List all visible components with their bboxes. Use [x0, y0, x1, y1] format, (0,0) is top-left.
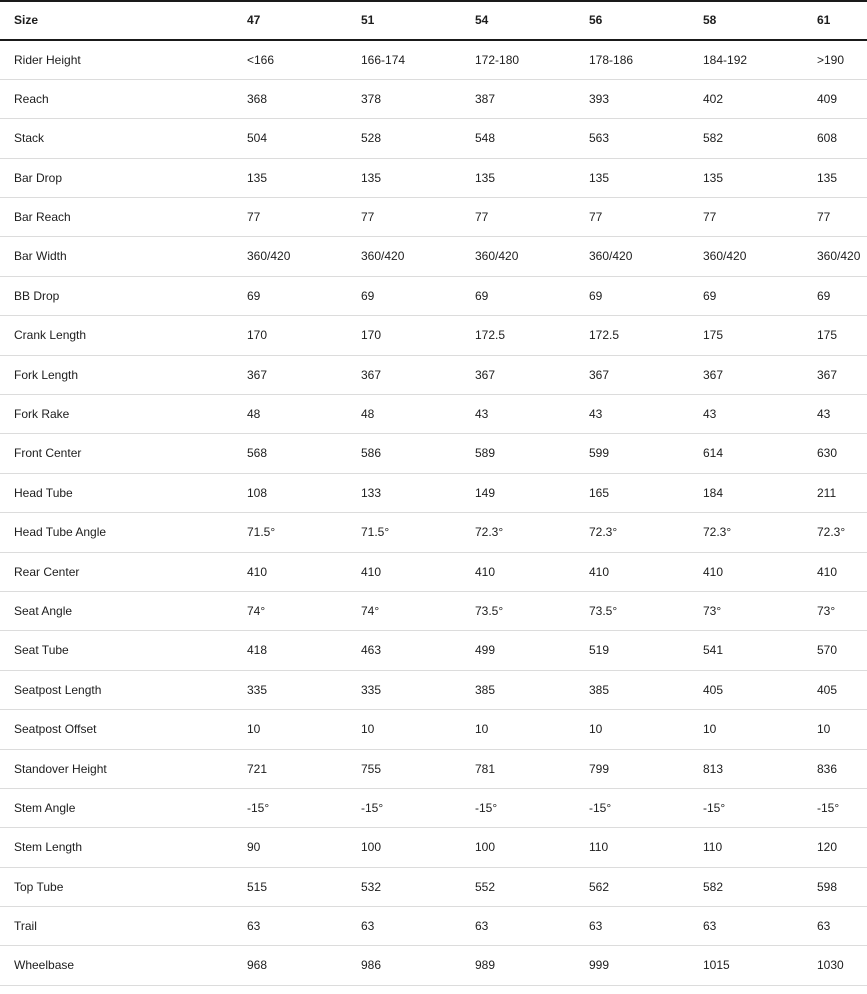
- column-header-61: 61: [803, 1, 867, 40]
- row-label: BB Drop: [0, 276, 233, 315]
- cell-value: -15°: [347, 788, 461, 827]
- table-row: [0, 710, 867, 749]
- table-row: [0, 316, 867, 355]
- row-label: Fork Length: [0, 355, 233, 394]
- cell-value: 135: [803, 158, 867, 197]
- cell-value: 178-186: [575, 40, 689, 79]
- cell-value: 385: [461, 670, 575, 709]
- table-row: [0, 158, 867, 197]
- cell-value: 170: [233, 316, 347, 355]
- row-label: Seat Angle: [0, 591, 233, 630]
- cell-value: 73°: [803, 591, 867, 630]
- cell-value: 77: [575, 198, 689, 237]
- cell-value: 100: [461, 828, 575, 867]
- table-row: [0, 198, 867, 237]
- cell-value: 149: [461, 473, 575, 512]
- cell-value: 532: [347, 867, 461, 906]
- cell-value: 989: [461, 946, 575, 985]
- cell-value: <166: [233, 40, 347, 79]
- cell-value: 410: [689, 552, 803, 591]
- cell-value: 10: [461, 710, 575, 749]
- cell-value: 598: [803, 867, 867, 906]
- cell-value: 170: [347, 316, 461, 355]
- cell-value: 10: [575, 710, 689, 749]
- cell-value: 69: [575, 276, 689, 315]
- cell-value: -15°: [233, 788, 347, 827]
- row-label: Front Center: [0, 434, 233, 473]
- column-header-56: 56: [575, 1, 689, 40]
- table-row: [0, 473, 867, 512]
- cell-value: 385: [575, 670, 689, 709]
- cell-value: 43: [461, 395, 575, 434]
- cell-value: 367: [575, 355, 689, 394]
- cell-value: 63: [803, 907, 867, 946]
- cell-value: 77: [803, 198, 867, 237]
- cell-value: 135: [575, 158, 689, 197]
- cell-value: 630: [803, 434, 867, 473]
- cell-value: 100: [347, 828, 461, 867]
- row-label: Wheelbase: [0, 946, 233, 985]
- column-header-58: 58: [689, 1, 803, 40]
- cell-value: 528: [347, 119, 461, 158]
- row-label: Trail: [0, 907, 233, 946]
- table-row: [0, 867, 867, 906]
- column-header-47: 47: [233, 1, 347, 40]
- table-row: [0, 40, 867, 79]
- cell-value: 73°: [689, 591, 803, 630]
- cell-value: 568: [233, 434, 347, 473]
- cell-value: 135: [689, 158, 803, 197]
- cell-value: 410: [347, 552, 461, 591]
- cell-value: 799: [575, 749, 689, 788]
- cell-value: 120: [803, 828, 867, 867]
- cell-value: 367: [233, 355, 347, 394]
- table-row: [0, 788, 867, 827]
- table-header-row: [0, 1, 867, 40]
- cell-value: 755: [347, 749, 461, 788]
- row-label: Stem Length: [0, 828, 233, 867]
- cell-value: 405: [803, 670, 867, 709]
- cell-value: 968: [233, 946, 347, 985]
- cell-value: 69: [347, 276, 461, 315]
- cell-value: 387: [461, 79, 575, 118]
- cell-value: 360/420: [233, 237, 347, 276]
- cell-value: 108: [233, 473, 347, 512]
- table-row: [0, 591, 867, 630]
- cell-value: 175: [689, 316, 803, 355]
- row-label: Top Tube: [0, 867, 233, 906]
- table-row: [0, 670, 867, 709]
- table-row: [0, 513, 867, 552]
- cell-value: 410: [233, 552, 347, 591]
- cell-value: 63: [347, 907, 461, 946]
- cell-value: 63: [461, 907, 575, 946]
- table-row: [0, 395, 867, 434]
- cell-value: 69: [803, 276, 867, 315]
- cell-value: 499: [461, 631, 575, 670]
- cell-value: 614: [689, 434, 803, 473]
- cell-value: 1015: [689, 946, 803, 985]
- cell-value: 504: [233, 119, 347, 158]
- cell-value: 133: [347, 473, 461, 512]
- row-label: Reach: [0, 79, 233, 118]
- cell-value: 165: [575, 473, 689, 512]
- cell-value: 562: [575, 867, 689, 906]
- table-body: [0, 40, 867, 985]
- cell-value: 69: [689, 276, 803, 315]
- cell-value: 71.5°: [347, 513, 461, 552]
- cell-value: 10: [233, 710, 347, 749]
- cell-value: 515: [233, 867, 347, 906]
- cell-value: 43: [689, 395, 803, 434]
- cell-value: 63: [233, 907, 347, 946]
- cell-value: 781: [461, 749, 575, 788]
- table-row: [0, 237, 867, 276]
- cell-value: 608: [803, 119, 867, 158]
- cell-value: 175: [803, 316, 867, 355]
- cell-value: 367: [461, 355, 575, 394]
- cell-value: 73.5°: [461, 591, 575, 630]
- cell-value: 90: [233, 828, 347, 867]
- row-label: Seatpost Offset: [0, 710, 233, 749]
- cell-value: 548: [461, 119, 575, 158]
- table-row: [0, 355, 867, 394]
- cell-value: 410: [803, 552, 867, 591]
- cell-value: 135: [347, 158, 461, 197]
- cell-value: 73.5°: [575, 591, 689, 630]
- cell-value: 410: [461, 552, 575, 591]
- cell-value: -15°: [461, 788, 575, 827]
- cell-value: 71.5°: [233, 513, 347, 552]
- cell-value: 172.5: [461, 316, 575, 355]
- cell-value: 10: [803, 710, 867, 749]
- cell-value: -15°: [689, 788, 803, 827]
- cell-value: 48: [347, 395, 461, 434]
- column-header-54: 54: [461, 1, 575, 40]
- table-row: [0, 119, 867, 158]
- cell-value: -15°: [575, 788, 689, 827]
- cell-value: 69: [461, 276, 575, 315]
- table-row: [0, 828, 867, 867]
- row-label: Stem Angle: [0, 788, 233, 827]
- cell-value: -15°: [803, 788, 867, 827]
- row-label: Crank Length: [0, 316, 233, 355]
- size-label-header: Size: [0, 1, 233, 40]
- cell-value: 367: [347, 355, 461, 394]
- cell-value: 360/420: [347, 237, 461, 276]
- cell-value: 393: [575, 79, 689, 118]
- row-label: Bar Drop: [0, 158, 233, 197]
- cell-value: 360/420: [689, 237, 803, 276]
- cell-value: 582: [689, 867, 803, 906]
- table-row: [0, 276, 867, 315]
- table-row: [0, 749, 867, 788]
- table-row: [0, 631, 867, 670]
- cell-value: 360/420: [575, 237, 689, 276]
- table-row: [0, 552, 867, 591]
- cell-value: 721: [233, 749, 347, 788]
- cell-value: 74°: [347, 591, 461, 630]
- cell-value: 172-180: [461, 40, 575, 79]
- cell-value: 72.3°: [461, 513, 575, 552]
- cell-value: 172.5: [575, 316, 689, 355]
- row-label: Rear Center: [0, 552, 233, 591]
- cell-value: 813: [689, 749, 803, 788]
- cell-value: 48: [233, 395, 347, 434]
- cell-value: 63: [689, 907, 803, 946]
- cell-value: 166-174: [347, 40, 461, 79]
- cell-value: 463: [347, 631, 461, 670]
- row-label: Seatpost Length: [0, 670, 233, 709]
- cell-value: 368: [233, 79, 347, 118]
- cell-value: 570: [803, 631, 867, 670]
- row-label: Bar Reach: [0, 198, 233, 237]
- cell-value: 402: [689, 79, 803, 118]
- cell-value: 10: [689, 710, 803, 749]
- cell-value: 110: [575, 828, 689, 867]
- cell-value: 360/420: [803, 237, 867, 276]
- cell-value: 541: [689, 631, 803, 670]
- cell-value: 986: [347, 946, 461, 985]
- cell-value: 77: [347, 198, 461, 237]
- cell-value: 1030: [803, 946, 867, 985]
- cell-value: 72.3°: [575, 513, 689, 552]
- cell-value: 77: [461, 198, 575, 237]
- row-label: Seat Tube: [0, 631, 233, 670]
- row-label: Head Tube: [0, 473, 233, 512]
- row-label: Bar Width: [0, 237, 233, 276]
- cell-value: 184: [689, 473, 803, 512]
- cell-value: 409: [803, 79, 867, 118]
- cell-value: 586: [347, 434, 461, 473]
- cell-value: 360/420: [461, 237, 575, 276]
- row-label: Stack: [0, 119, 233, 158]
- table-row: [0, 79, 867, 118]
- row-label: Rider Height: [0, 40, 233, 79]
- cell-value: 110: [689, 828, 803, 867]
- cell-value: 135: [461, 158, 575, 197]
- cell-value: 589: [461, 434, 575, 473]
- cell-value: 519: [575, 631, 689, 670]
- row-label: Standover Height: [0, 749, 233, 788]
- cell-value: 77: [233, 198, 347, 237]
- row-label: Fork Rake: [0, 395, 233, 434]
- cell-value: 74°: [233, 591, 347, 630]
- cell-value: 72.3°: [803, 513, 867, 552]
- cell-value: >190: [803, 40, 867, 79]
- cell-value: 405: [689, 670, 803, 709]
- cell-value: 43: [575, 395, 689, 434]
- table-row: [0, 907, 867, 946]
- cell-value: 410: [575, 552, 689, 591]
- cell-value: 335: [347, 670, 461, 709]
- cell-value: 367: [803, 355, 867, 394]
- cell-value: 72.3°: [689, 513, 803, 552]
- cell-value: 418: [233, 631, 347, 670]
- cell-value: 43: [803, 395, 867, 434]
- cell-value: 552: [461, 867, 575, 906]
- cell-value: 582: [689, 119, 803, 158]
- cell-value: 69: [233, 276, 347, 315]
- row-label: Head Tube Angle: [0, 513, 233, 552]
- cell-value: 836: [803, 749, 867, 788]
- cell-value: 211: [803, 473, 867, 512]
- table-row: [0, 946, 867, 985]
- column-header-51: 51: [347, 1, 461, 40]
- cell-value: 335: [233, 670, 347, 709]
- cell-value: 367: [689, 355, 803, 394]
- cell-value: 563: [575, 119, 689, 158]
- cell-value: 378: [347, 79, 461, 118]
- cell-value: 599: [575, 434, 689, 473]
- table-row: [0, 434, 867, 473]
- cell-value: 184-192: [689, 40, 803, 79]
- cell-value: 63: [575, 907, 689, 946]
- cell-value: 77: [689, 198, 803, 237]
- cell-value: 135: [233, 158, 347, 197]
- cell-value: 999: [575, 946, 689, 985]
- cell-value: 10: [347, 710, 461, 749]
